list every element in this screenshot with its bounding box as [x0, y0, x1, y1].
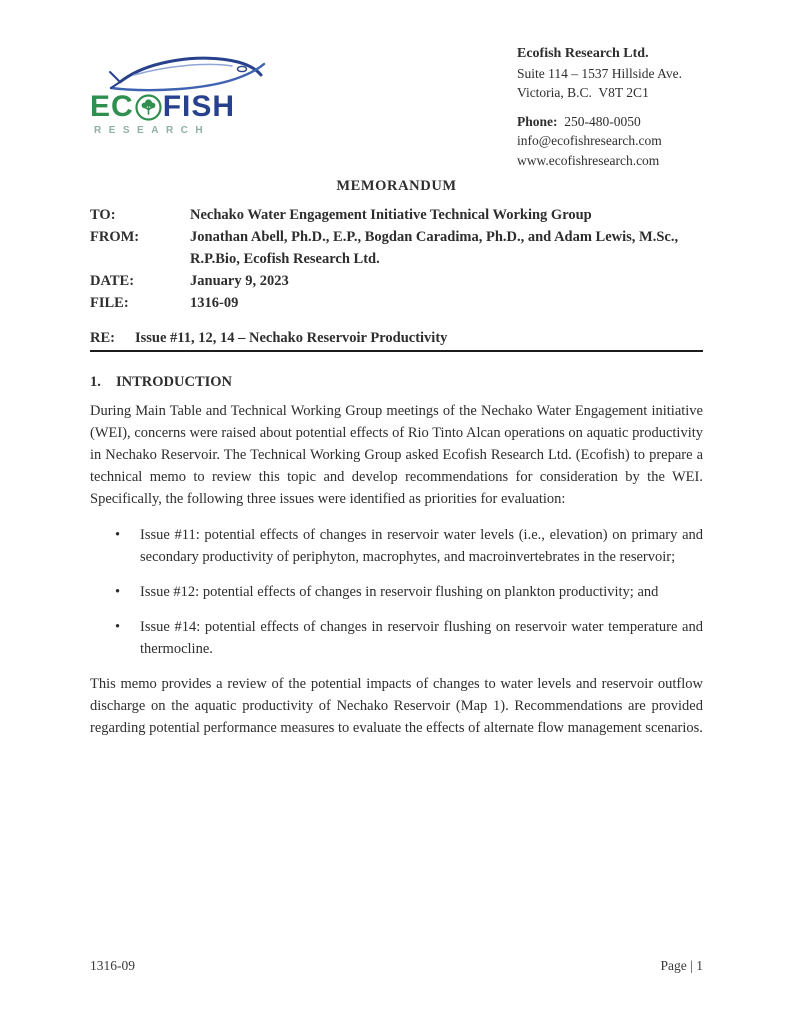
phone-label: Phone:	[517, 113, 558, 129]
memo-field-date	[90, 270, 703, 292]
company-phone	[517, 112, 703, 132]
memo-field-file	[90, 292, 703, 314]
phone-number: 250-480-0050	[564, 113, 641, 129]
bullet-issue-11: Issue #11: potential effects of changes in reservoir water levels (i.e., elevation) on primary and secondary productivity of periphyton, macrophytes, and macroinvertebrates in the reservoir;	[140, 527, 703, 565]
memo-title: MEMORANDUM	[336, 178, 457, 194]
date-value: January 9, 2023	[190, 273, 289, 289]
file-value: 1316-09	[190, 295, 239, 311]
intro-paragraph-1: During Main Table and Technical Working Group meetings of the Nechako Water Engagement initiative (WEI), concerns were raised about potential effects of Rio Tinto Alcan operations on aquatic productivity in Nechako Reservoir. The Technical Working Group asked Ecofish Research Ltd. (Ecofish) to prepare a technical memo to review this topic and develop recommendations for consideration by the WEI. Specifically, the following three issues were identified as priorities for evaluation:	[90, 403, 703, 507]
ecofish-logo	[90, 44, 290, 136]
page-header	[90, 44, 703, 170]
footer-file-number: 1316-09	[90, 958, 135, 973]
re-label: RE:	[90, 330, 115, 346]
file-label: FILE:	[90, 295, 129, 311]
list-item	[90, 581, 703, 603]
issue-bullet-list	[90, 524, 703, 660]
company-website: www.ecofishresearch.com	[517, 152, 660, 168]
page-footer	[90, 958, 703, 974]
section-title: INTRODUCTION	[116, 374, 233, 390]
company-address-line2: Victoria, B.C. V8T 2C1	[517, 85, 649, 100]
intro-paragraph-2: This memo provides a review of the potential impacts of changes to water levels and reservoir outflow discharge on the aquatic productivity of Nechako Reservoir (Map 1). Recommendations are provided regarding potential performance measures to evaluate the effects of alternate flow management scenarios.	[90, 676, 703, 736]
logo-wordmark	[90, 92, 290, 122]
tree-in-o-icon	[135, 94, 162, 121]
from-label: FROM:	[90, 229, 140, 245]
logo-fish-text: FISH	[162, 90, 236, 123]
company-name: Ecofish Research Ltd.	[517, 46, 649, 61]
from-value: Jonathan Abell, Ph.D., E.P., Bogdan Caradima, Ph.D., and Adam Lewis, M.Sc., R.P.Bio, Ecofish Research Ltd.	[190, 229, 679, 267]
bullet-issue-12: Issue #12: potential effects of changes in reservoir flushing on plankton productivity; and	[140, 584, 659, 600]
to-label: TO:	[90, 207, 116, 223]
memo-fields	[90, 204, 703, 314]
to-value: Nechako Water Engagement Initiative Technical Working Group	[190, 207, 592, 223]
section-heading-introduction	[90, 374, 703, 391]
memo-field-from	[90, 226, 703, 270]
section-number: 1.	[90, 374, 101, 390]
list-item	[90, 524, 703, 568]
bullet-issue-14: Issue #14: potential effects of changes in reservoir flushing on reservoir water temperature and thermocline.	[140, 619, 703, 657]
company-email: info@ecofishresearch.com	[517, 133, 662, 148]
logo-research-text: RESEARCH	[94, 125, 211, 136]
company-info	[517, 44, 703, 170]
company-address-line1: Suite 114 – 1537 Hillside Ave.	[517, 65, 682, 81]
memo-re-line	[90, 330, 703, 352]
re-value: Issue #11, 12, 14 – Nechako Reservoir Productivity	[135, 330, 448, 346]
footer-page-number: Page | 1	[660, 958, 703, 973]
list-item	[90, 616, 703, 660]
logo-eco-text: EC	[90, 90, 134, 123]
date-label: DATE:	[90, 273, 135, 289]
memo-field-to	[90, 204, 703, 226]
